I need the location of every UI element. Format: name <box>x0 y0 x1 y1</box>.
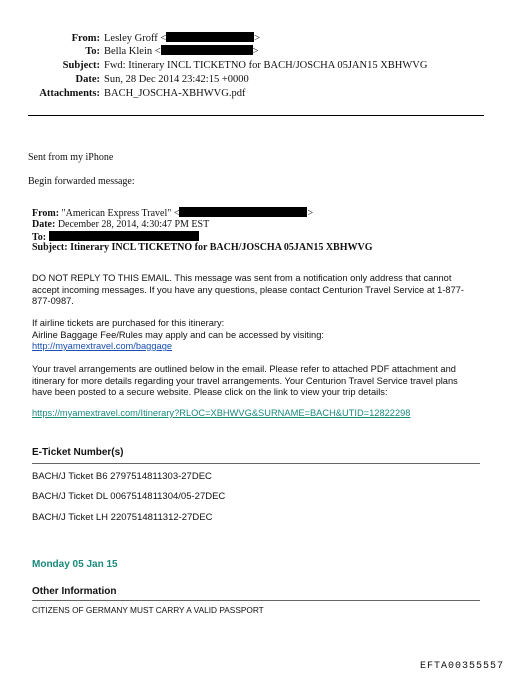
ticket-item: BACH/J Ticket DL 0067514811304/05-27DEC <box>32 491 226 502</box>
passport-note: CITIZENS OF GERMANY MUST CARRY A VALID PASSPORT <box>32 605 264 615</box>
to-label: To: <box>85 46 100 57</box>
inner-date: Date: December 28, 2014, 4:30:47 PM EST <box>32 219 210 230</box>
sent-from-text: Sent from my iPhone <box>28 152 114 163</box>
subject-label: Subject: <box>62 60 100 71</box>
baggage-line-1: If airline tickets are purchased for this itinerary: <box>32 318 225 328</box>
attachment-link[interactable]: BACH_JOSCHA-XBHWVG.pdf <box>104 88 246 99</box>
redaction-box <box>166 32 254 42</box>
subject-value: Fwd: Itinerary INCL TICKETNO for BACH/JOSCHA 05JAN15 XBHWVG <box>104 60 428 71</box>
ticket-item: BACH/J Ticket LH 2207514811312-27DEC <box>32 512 213 523</box>
eticket-title: E-Ticket Number(s) <box>32 447 124 458</box>
baggage-paragraph <box>32 318 472 353</box>
baggage-line-2: Airline Baggage Fee/Rules may apply and can be accessed by visiting: <box>32 329 324 340</box>
ticket-item: BACH/J Ticket B6 2797514811303-27DEC <box>32 471 212 482</box>
to-value: Bella Klein < > <box>104 46 259 57</box>
do-not-reply-paragraph: DO NOT REPLY TO THIS EMAIL. This message was sent from a notification only address that cannot accept incoming messages. If you have any questions, please contact Centurion Travel Service at 1-877-877-0987. <box>32 273 465 306</box>
inner-subject: Subject: Itinerary INCL TICKETNO for BACH/JOSCHA 05JAN15 XBHWVG <box>32 242 373 253</box>
inner-from: From: "American Express Travel" < > <box>32 208 314 219</box>
date-value: Sun, 28 Dec 2014 23:42:15 +0000 <box>104 74 249 85</box>
bates-number: EFTA00355557 <box>419 661 504 672</box>
from-label: From: <box>71 33 100 44</box>
redaction-box <box>161 45 253 55</box>
eticket-divider <box>32 463 480 464</box>
inner-to: To: <box>32 231 199 243</box>
from-value: Lesley Groff < > <box>104 33 261 44</box>
date-label: Date: <box>75 74 100 85</box>
other-info-divider <box>32 600 480 601</box>
baggage-link[interactable]: http://myamextravel.com/baggage <box>32 341 173 351</box>
arrangements-paragraph: Your travel arrangements are outlined below in the email. Please refer to attached PDF attachment and itinerary for more details regarding your travel arrangements. Your Centurion Travel Service travel plans have been posted to a secure website. Please click on the link to view your trip details: <box>32 364 458 397</box>
redaction-box <box>179 207 307 217</box>
redaction-box <box>49 231 199 241</box>
begin-forward-text: Begin forwarded message: <box>28 176 135 187</box>
header-divider <box>28 115 484 116</box>
other-info-title: Other Information <box>32 586 117 597</box>
attachments-label: Attachments: <box>39 88 100 99</box>
itinerary-link[interactable]: https://myamextravel.com/Itinerary?RLOC=XBHWVG&SURNAME=BACH&UTID=12822298 <box>32 408 411 418</box>
itinerary-day: Monday 05 Jan 15 <box>32 559 118 570</box>
